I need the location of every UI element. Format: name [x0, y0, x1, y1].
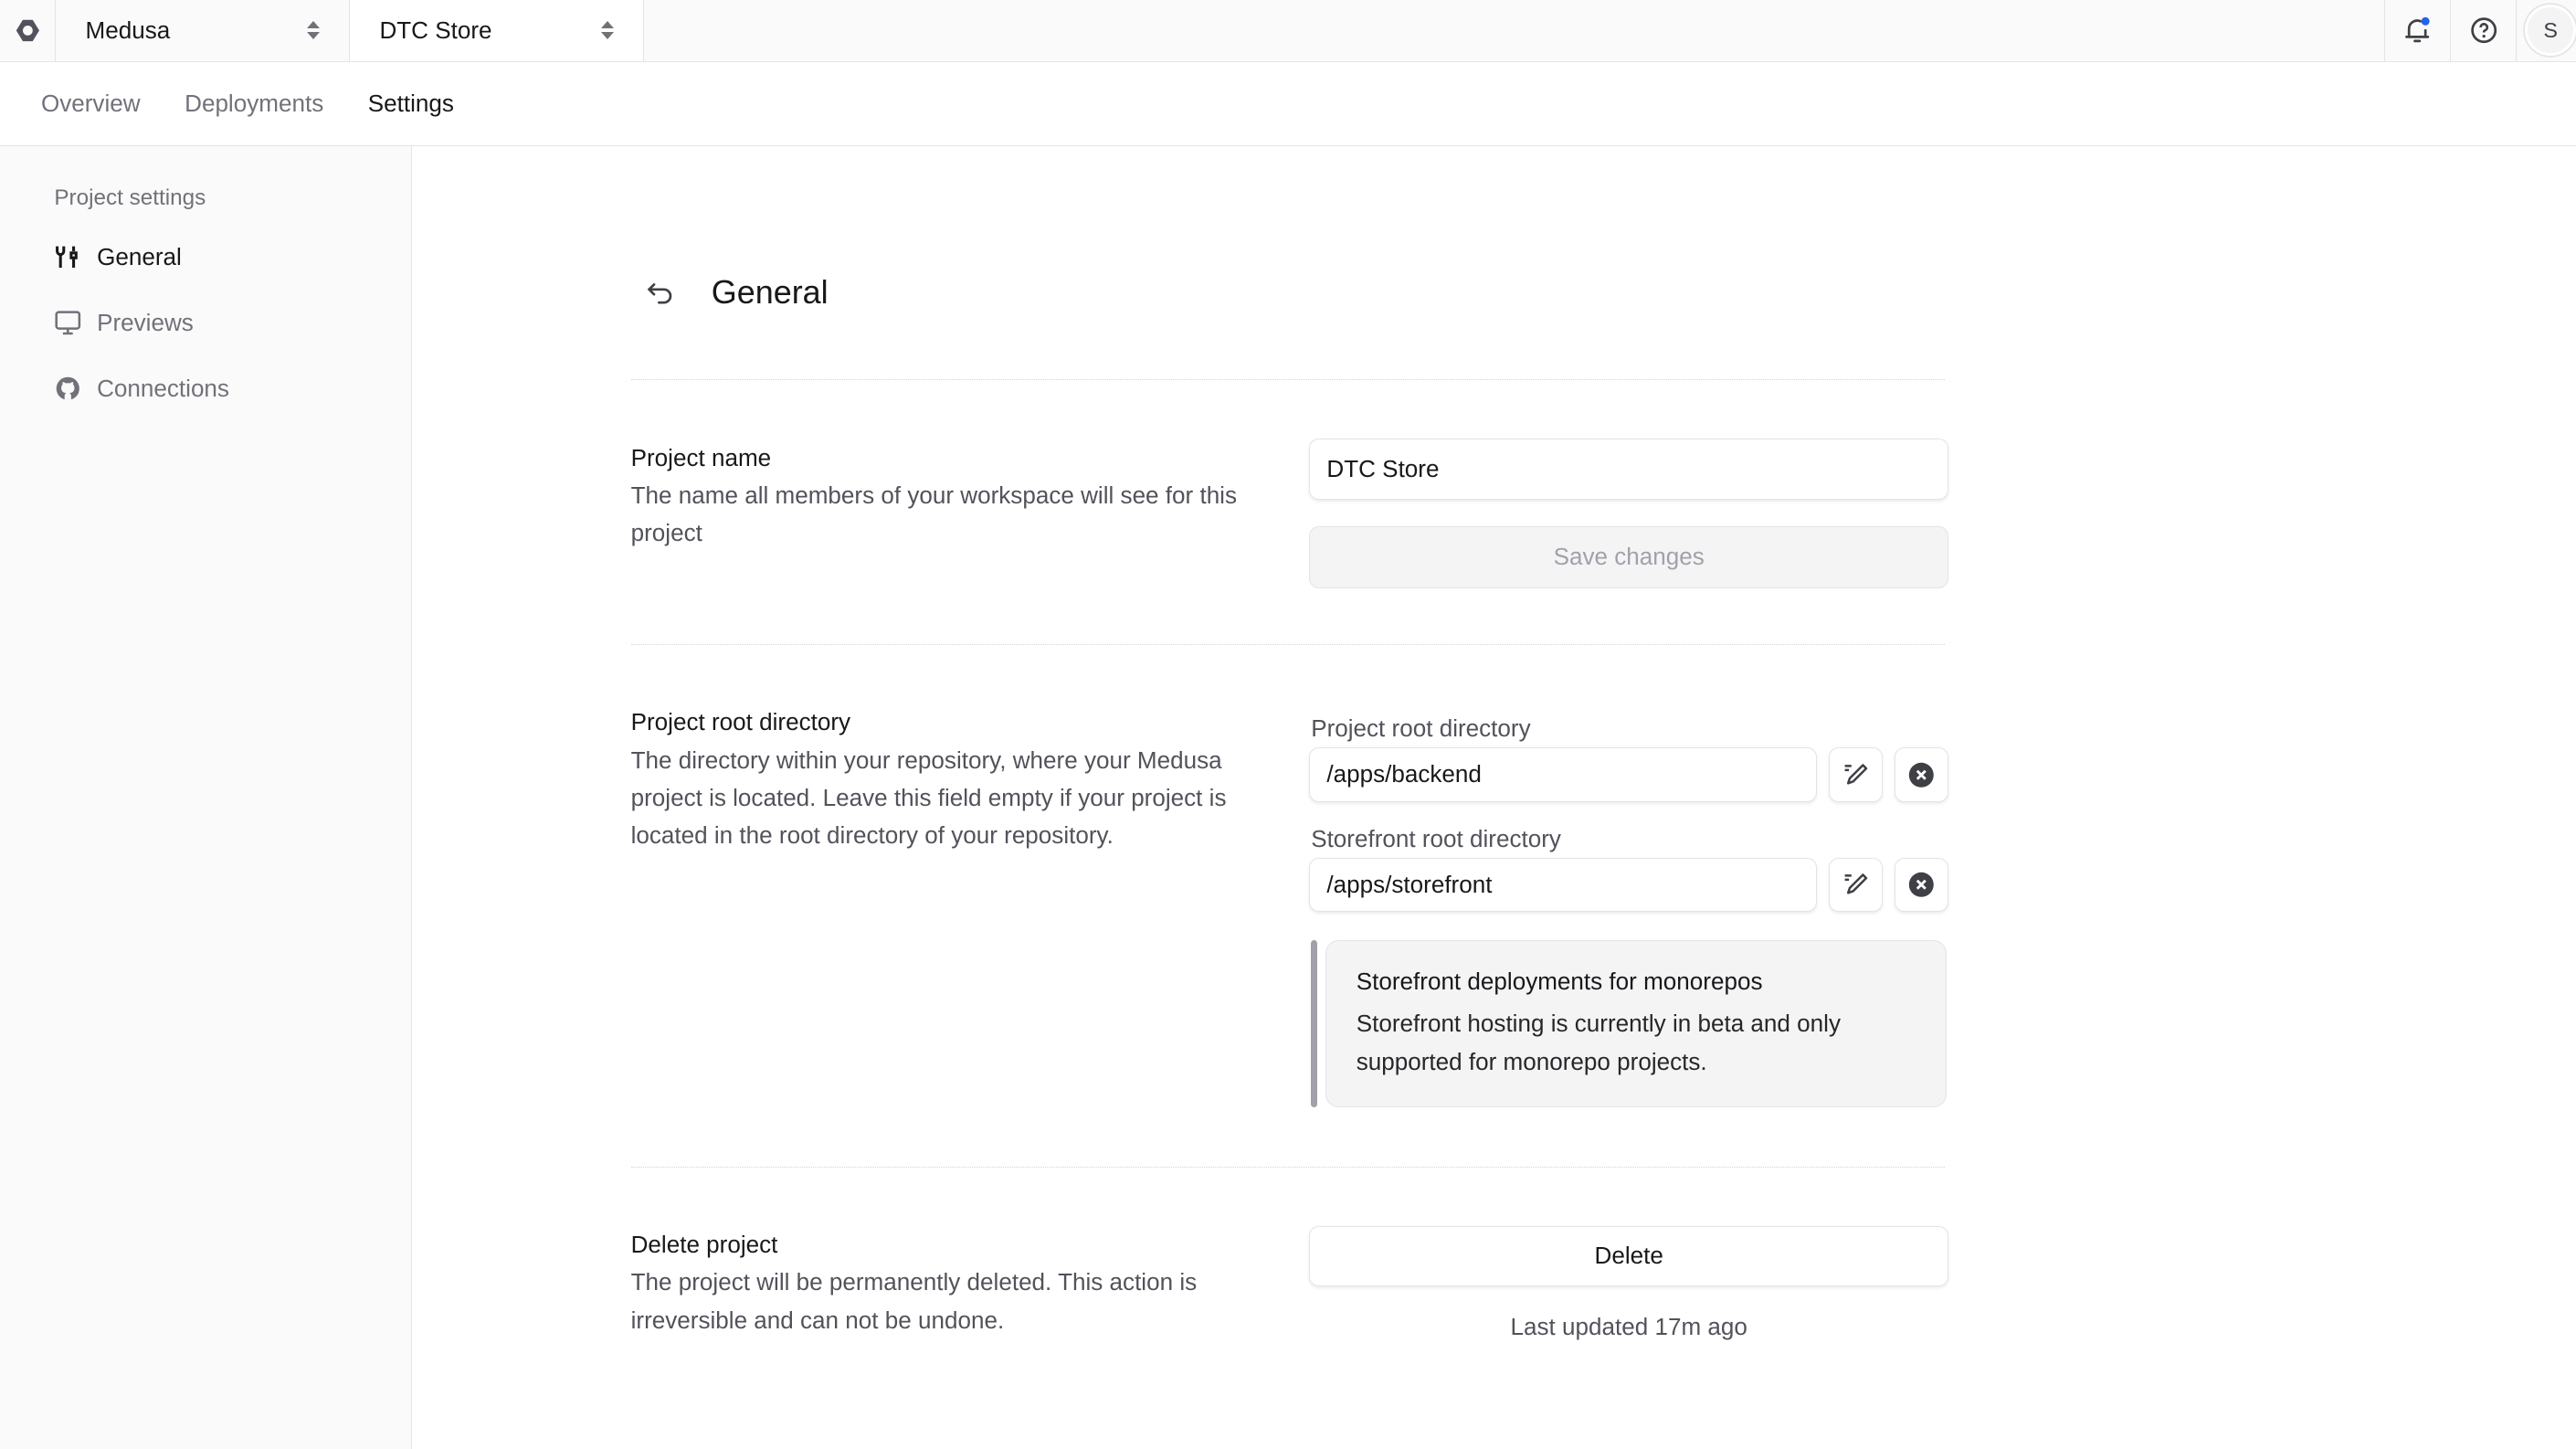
sidebar-item-label: Previews — [97, 309, 194, 337]
top-bar — [0, 0, 2576, 62]
org-name: Medusa — [85, 16, 171, 44]
project-tabs — [0, 62, 2576, 146]
bell-icon — [2402, 16, 2432, 45]
tab-deployments[interactable]: Deployments — [185, 90, 324, 118]
divider — [631, 644, 1946, 645]
delete-button[interactable]: Delete — [1309, 1226, 1948, 1287]
tab-settings[interactable]: Settings — [367, 90, 454, 118]
clear-storefront-root-button[interactable] — [1895, 858, 1948, 912]
callout-accent-bar — [1311, 940, 1317, 1107]
settings-sidebar — [0, 146, 412, 1449]
monitor-icon — [54, 309, 82, 337]
chevron-up-down-icon — [307, 21, 320, 39]
sidebar-item-label: General — [97, 243, 182, 271]
help-button[interactable] — [2451, 0, 2517, 61]
edit-icon — [1842, 761, 1870, 789]
back-arrow-icon[interactable] — [646, 280, 675, 306]
project-name-section — [631, 444, 1272, 553]
section-label: Delete project — [630, 1231, 778, 1259]
sidebar-item-general[interactable] — [54, 243, 181, 271]
section-label: Project root directory — [630, 708, 851, 736]
sidebar-item-label: Connections — [97, 375, 229, 403]
root-directory-section — [631, 708, 1275, 854]
section-description: The project will be permanently deleted. This action is irreversible and can not be undone. — [630, 1268, 1198, 1334]
storefront-root-input[interactable]: /apps/storefront — [1309, 858, 1817, 912]
section-label: Project name — [630, 443, 772, 471]
last-updated-text: Last updated 17m ago — [1510, 1313, 1747, 1340]
edit-project-root-button[interactable] — [1829, 747, 1883, 801]
x-circle-icon — [1907, 761, 1936, 789]
logo[interactable] — [0, 0, 56, 61]
callout-text: Storefront hosting is currently in beta and only supported for monorepo projects. — [1356, 1010, 1841, 1075]
delete-project-section — [631, 1231, 1272, 1339]
github-icon — [54, 375, 82, 403]
page-title: General — [711, 272, 829, 311]
section-description: The name all members of your workspace will see for this project — [630, 481, 1238, 547]
medusa-logo-icon — [15, 17, 41, 44]
divider — [631, 1167, 1946, 1168]
edit-icon — [1842, 871, 1870, 899]
callout-title: Storefront deployments for monorepos — [1356, 967, 1763, 995]
divider — [631, 379, 1946, 380]
project-name: DTC Store — [379, 16, 492, 44]
avatar[interactable]: S — [2525, 5, 2576, 56]
project-name-input[interactable]: DTC Store — [1309, 439, 1948, 500]
tools-icon — [54, 243, 82, 271]
sidebar-heading: Project settings — [54, 185, 206, 211]
monorepo-callout — [1325, 940, 1947, 1107]
help-icon — [2469, 16, 2498, 45]
project-root-input[interactable]: /apps/backend — [1309, 747, 1817, 801]
save-changes-button[interactable]: Save changes — [1309, 526, 1948, 588]
project-root-label: Project root directory — [1311, 714, 1531, 743]
chevron-up-down-icon — [601, 21, 614, 39]
storefront-root-label: Storefront root directory — [1311, 824, 1561, 852]
org-selector[interactable] — [56, 0, 350, 61]
tab-overview[interactable]: Overview — [40, 90, 141, 118]
sidebar-item-connections[interactable] — [54, 375, 229, 403]
edit-storefront-root-button[interactable] — [1829, 858, 1883, 912]
section-description: The directory within your repository, where your Medusa project is located. Leave this field empty if your project is located in the root directory of your repository. — [630, 746, 1227, 850]
sidebar-item-previews[interactable] — [54, 309, 193, 337]
project-selector[interactable] — [350, 0, 644, 61]
x-circle-icon — [1907, 871, 1936, 899]
notifications-button[interactable] — [2384, 0, 2452, 61]
clear-project-root-button[interactable] — [1895, 747, 1948, 801]
